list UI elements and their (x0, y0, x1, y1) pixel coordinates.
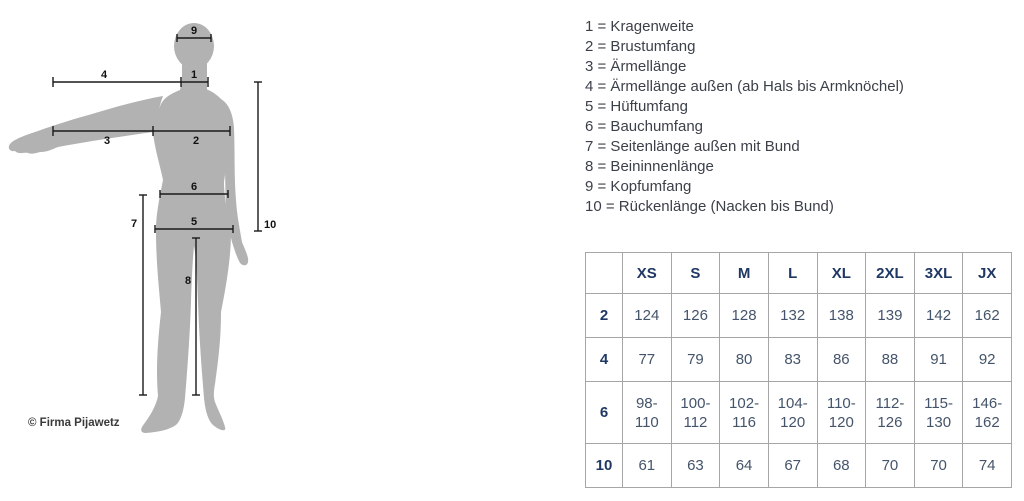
label-1: 1 (190, 69, 198, 81)
table-row-measure-2 (586, 294, 1012, 338)
table-cell: 128 (720, 294, 769, 338)
table-cell: 100-112 (671, 382, 720, 444)
legend-item-4: 4 = Ärmellänge außen (ab Hals bis Armknöchel) (585, 78, 904, 95)
legend-item-6: 6 = Bauchumfang (585, 118, 704, 135)
label-4: 4 (100, 69, 108, 81)
table-cell: 86 (817, 338, 866, 382)
silhouette-extended-arm (9, 96, 163, 154)
table-cell: 79 (671, 338, 720, 382)
body-measurement-diagram (0, 0, 300, 460)
table-cell: 124 (623, 294, 672, 338)
table-cell: 70 (866, 444, 915, 488)
label-6: 6 (190, 181, 198, 193)
label-8: 8 (184, 275, 192, 287)
copyright-text: © Firma Pijawetz (28, 417, 120, 429)
size-table-corner-cell (586, 253, 623, 294)
table-cell: 138 (817, 294, 866, 338)
row-label: 10 (586, 444, 623, 488)
legend-item-7: 7 = Seitenlänge außen mit Bund (585, 138, 800, 155)
size-table-col-xs: XS (623, 253, 672, 294)
body-silhouette (9, 23, 248, 433)
table-cell: 112-126 (866, 382, 915, 444)
size-table-col-s: S (671, 253, 720, 294)
table-cell: 64 (720, 444, 769, 488)
table-cell: 115-130 (914, 382, 963, 444)
size-table-header-row (586, 253, 1012, 294)
size-table-col-l: L (768, 253, 817, 294)
size-table-col-2xl: 2XL (866, 253, 915, 294)
label-9: 9 (190, 25, 198, 37)
table-cell: 139 (866, 294, 915, 338)
table-cell: 126 (671, 294, 720, 338)
table-cell: 92 (963, 338, 1012, 382)
table-cell: 110-120 (817, 382, 866, 444)
legend-item-2: 2 = Brustumfang (585, 38, 696, 55)
size-table-col-xl: XL (817, 253, 866, 294)
legend-item-5: 5 = Hüftumfang (585, 98, 688, 115)
measure-line-back (254, 82, 262, 231)
legend-item-8: 8 = Beininnenlänge (585, 158, 714, 175)
label-5: 5 (190, 216, 198, 228)
table-cell: 77 (623, 338, 672, 382)
size-table (585, 252, 1012, 488)
table-cell: 91 (914, 338, 963, 382)
label-7: 7 (130, 218, 138, 230)
table-cell: 63 (671, 444, 720, 488)
table-cell: 104-120 (768, 382, 817, 444)
table-cell: 61 (623, 444, 672, 488)
table-cell: 88 (866, 338, 915, 382)
table-cell: 146-162 (963, 382, 1012, 444)
table-cell: 67 (768, 444, 817, 488)
table-cell: 142 (914, 294, 963, 338)
measurement-legend (585, 17, 904, 217)
table-cell: 162 (963, 294, 1012, 338)
legend-item-3: 3 = Ärmellänge (585, 58, 687, 75)
legend-item-9: 9 = Kopfumfang (585, 178, 692, 195)
table-cell: 102-116 (720, 382, 769, 444)
label-2: 2 (192, 135, 200, 147)
label-10: 10 (264, 219, 277, 231)
table-cell: 70 (914, 444, 963, 488)
row-label: 2 (586, 294, 623, 338)
size-table-col-m: M (720, 253, 769, 294)
legend-item-10: 10 = Rückenlänge (Nacken bis Bund) (585, 198, 834, 215)
label-3: 3 (103, 135, 111, 147)
legend-item-1: 1 = Kragenweite (585, 18, 694, 35)
size-table-col-jx: JX (963, 253, 1012, 294)
table-row-measure-4 (586, 338, 1012, 382)
table-cell: 98-110 (623, 382, 672, 444)
table-cell: 68 (817, 444, 866, 488)
row-label: 6 (586, 382, 623, 444)
table-cell: 83 (768, 338, 817, 382)
table-cell: 80 (720, 338, 769, 382)
table-row-measure-6 (586, 382, 1012, 444)
table-cell: 132 (768, 294, 817, 338)
table-row-measure-10 (586, 444, 1012, 488)
size-table-col-3xl: 3XL (914, 253, 963, 294)
row-label: 4 (586, 338, 623, 382)
table-cell: 74 (963, 444, 1012, 488)
measure-line-side (139, 195, 147, 395)
